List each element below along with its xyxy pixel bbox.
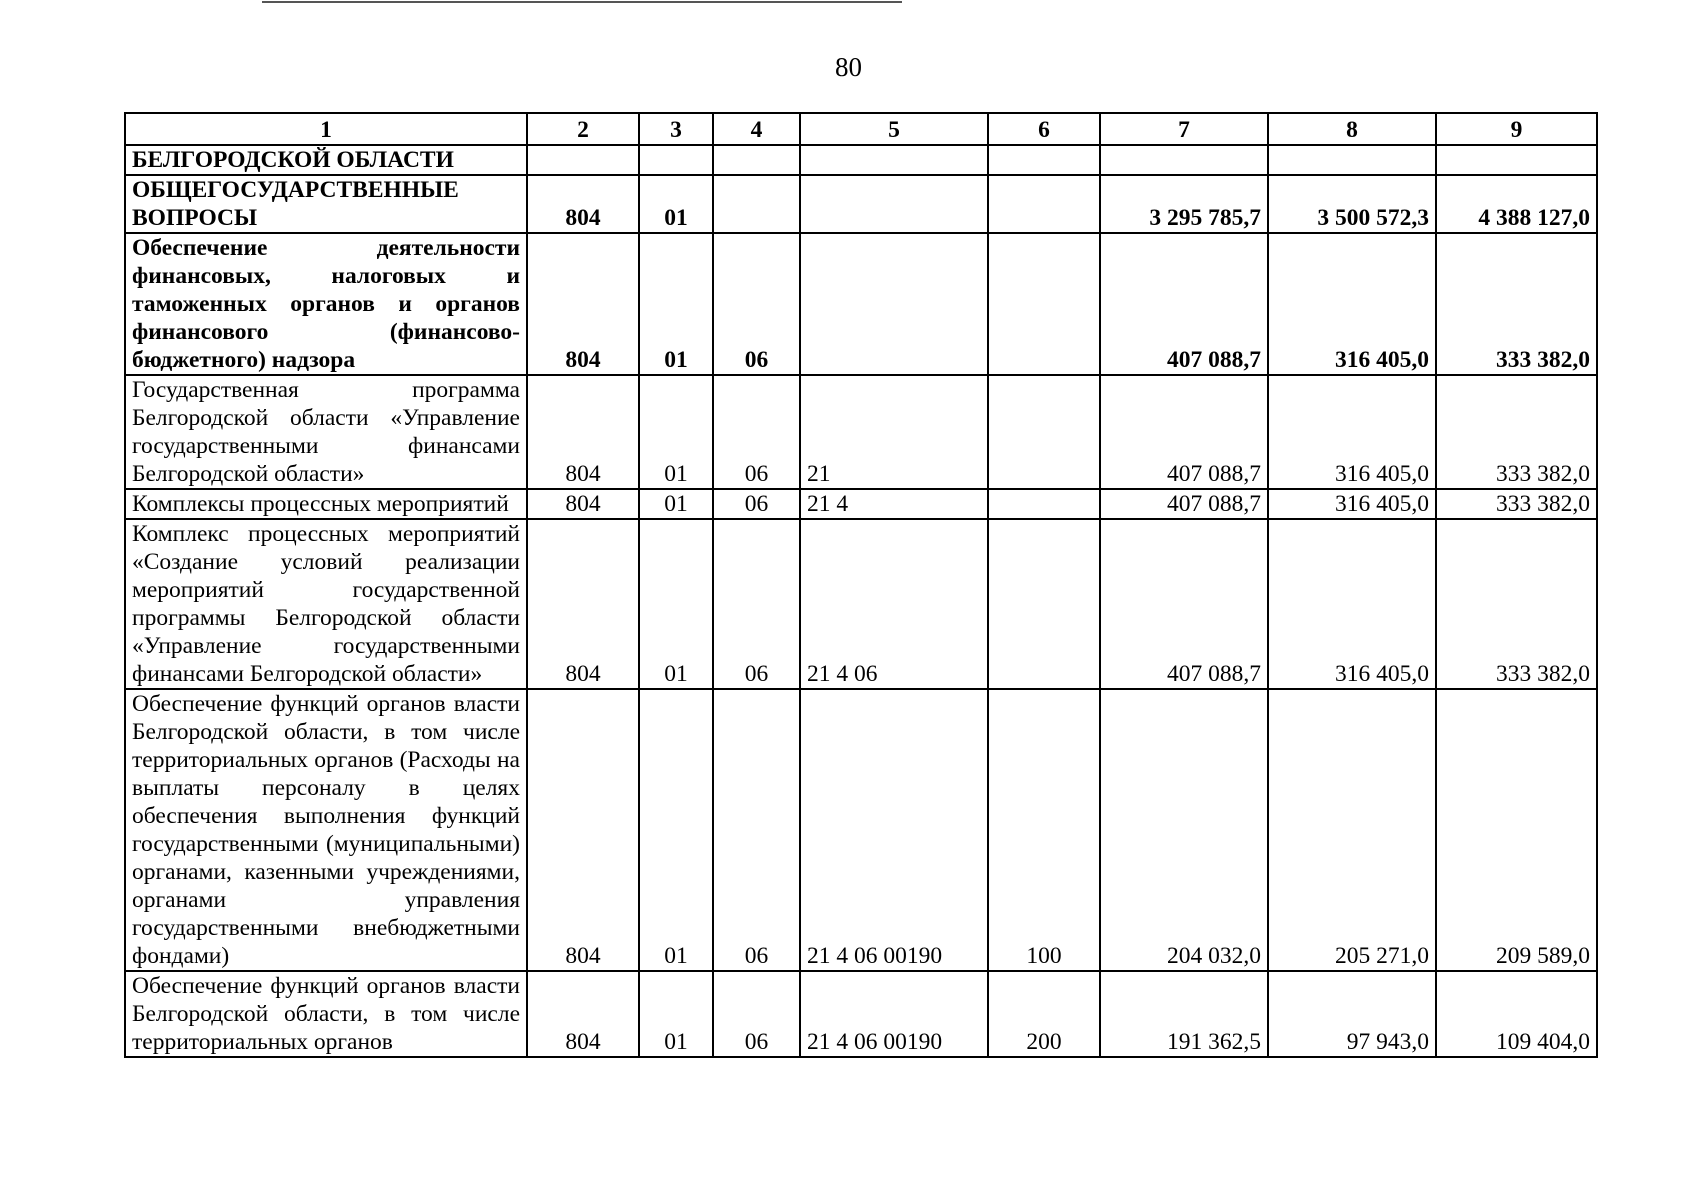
amount-year1-cell: 204 032,0 (1100, 689, 1268, 971)
target-item-cell: 21 4 06 00190 (800, 689, 988, 971)
row-name-cell: Комплекс процессных мероприятий «Создание условий реализации мероприятий государственной программы Белгородской области «Управление государственными финансами Белгородской области» (125, 519, 527, 689)
amount-year2-cell: 316 405,0 (1268, 233, 1436, 375)
column-header: 8 (1268, 113, 1436, 145)
column-header: 9 (1436, 113, 1597, 145)
amount-year3-cell: 109 404,0 (1436, 971, 1597, 1057)
ministry-code-cell: 804 (527, 971, 639, 1057)
column-header: 2 (527, 113, 639, 145)
target-item-cell: 21 (800, 375, 988, 489)
amount-year3-cell: 333 382,0 (1436, 489, 1597, 519)
target-item-cell (800, 145, 988, 175)
ministry-code-cell: 804 (527, 233, 639, 375)
table-row (125, 689, 1597, 971)
amount-year3-cell: 333 382,0 (1436, 375, 1597, 489)
subsection-code-cell: 06 (713, 233, 800, 375)
row-name-cell: Обеспечение функций органов власти Белгородской области, в том числе территориальных органов (125, 971, 527, 1057)
row-name-cell: Обеспечение функций органов власти Белгородской области, в том числе территориальных органов (Расходы на выплаты персоналу в целях обеспечения выполнения функций государственными (муниципальными) органами, казенными учреждениями, органами управления государственными внебюджетными фондами) (125, 689, 527, 971)
section-code-cell: 01 (639, 519, 713, 689)
subsection-code-cell: 06 (713, 489, 800, 519)
ministry-code-cell: 804 (527, 519, 639, 689)
section-code-cell (639, 145, 713, 175)
amount-year2-cell: 205 271,0 (1268, 689, 1436, 971)
ministry-code-cell (527, 145, 639, 175)
amount-year3-cell: 333 382,0 (1436, 233, 1597, 375)
row-name-cell: БЕЛГОРОДСКОЙ ОБЛАСТИ (125, 145, 527, 175)
table-row (125, 145, 1597, 175)
column-header: 5 (800, 113, 988, 145)
row-name-cell: Государственная программа Белгородской области «Управление государственными финансами Белгородской области» (125, 375, 527, 489)
expense-type-cell (988, 519, 1100, 689)
amount-year2-cell: 97 943,0 (1268, 971, 1436, 1057)
row-name-cell: ОБЩЕГОСУДАРСТВЕННЫЕ ВОПРОСЫ (125, 175, 527, 233)
amount-year3-cell: 333 382,0 (1436, 519, 1597, 689)
column-header: 7 (1100, 113, 1268, 145)
target-item-cell (800, 233, 988, 375)
amount-year3-cell (1436, 145, 1597, 175)
ministry-code-cell: 804 (527, 175, 639, 233)
ministry-code-cell: 804 (527, 489, 639, 519)
expense-type-cell (988, 175, 1100, 233)
section-code-cell: 01 (639, 375, 713, 489)
target-item-cell (800, 175, 988, 233)
amount-year1-cell: 3 295 785,7 (1100, 175, 1268, 233)
amount-year2-cell: 316 405,0 (1268, 375, 1436, 489)
page-number: 80 (835, 52, 862, 82)
amount-year1-cell: 407 088,7 (1100, 375, 1268, 489)
ministry-code-cell: 804 (527, 375, 639, 489)
table-row (125, 489, 1597, 519)
amount-year1-cell (1100, 145, 1268, 175)
amount-year1-cell: 407 088,7 (1100, 233, 1268, 375)
expense-type-cell (988, 145, 1100, 175)
row-name-cell: Комплексы процессных мероприятий (125, 489, 527, 519)
table-row (125, 375, 1597, 489)
amount-year2-cell: 316 405,0 (1268, 519, 1436, 689)
amount-year1-cell: 191 362,5 (1100, 971, 1268, 1057)
section-code-cell: 01 (639, 971, 713, 1057)
amount-year2-cell: 316 405,0 (1268, 489, 1436, 519)
subsection-code-cell (713, 175, 800, 233)
table-row (125, 971, 1597, 1057)
row-name-cell: Обеспечение деятельности финансовых, налоговых и таможенных органов и органов финансового (финансово-бюджетного) надзора (125, 233, 527, 375)
subsection-code-cell: 06 (713, 689, 800, 971)
column-header: 3 (639, 113, 713, 145)
subsection-code-cell: 06 (713, 971, 800, 1057)
amount-year2-cell: 3 500 572,3 (1268, 175, 1436, 233)
amount-year1-cell: 407 088,7 (1100, 519, 1268, 689)
column-header: 6 (988, 113, 1100, 145)
amount-year1-cell: 407 088,7 (1100, 489, 1268, 519)
section-code-cell: 01 (639, 233, 713, 375)
subsection-code-cell: 06 (713, 519, 800, 689)
budget-table (124, 112, 1598, 1058)
top-rule (262, 1, 902, 3)
amount-year2-cell (1268, 145, 1436, 175)
amount-year3-cell: 209 589,0 (1436, 689, 1597, 971)
table-row (125, 233, 1597, 375)
table-header-row (125, 113, 1597, 145)
column-header: 4 (713, 113, 800, 145)
table-row (125, 519, 1597, 689)
section-code-cell: 01 (639, 489, 713, 519)
expense-type-cell (988, 375, 1100, 489)
section-code-cell: 01 (639, 175, 713, 233)
table-row (125, 175, 1597, 233)
amount-year3-cell: 4 388 127,0 (1436, 175, 1597, 233)
subsection-code-cell (713, 145, 800, 175)
expense-type-cell (988, 489, 1100, 519)
expense-type-cell: 200 (988, 971, 1100, 1057)
target-item-cell: 21 4 06 (800, 519, 988, 689)
ministry-code-cell: 804 (527, 689, 639, 971)
column-header: 1 (125, 113, 527, 145)
expense-type-cell: 100 (988, 689, 1100, 971)
target-item-cell: 21 4 (800, 489, 988, 519)
subsection-code-cell: 06 (713, 375, 800, 489)
expense-type-cell (988, 233, 1100, 375)
section-code-cell: 01 (639, 689, 713, 971)
target-item-cell: 21 4 06 00190 (800, 971, 988, 1057)
